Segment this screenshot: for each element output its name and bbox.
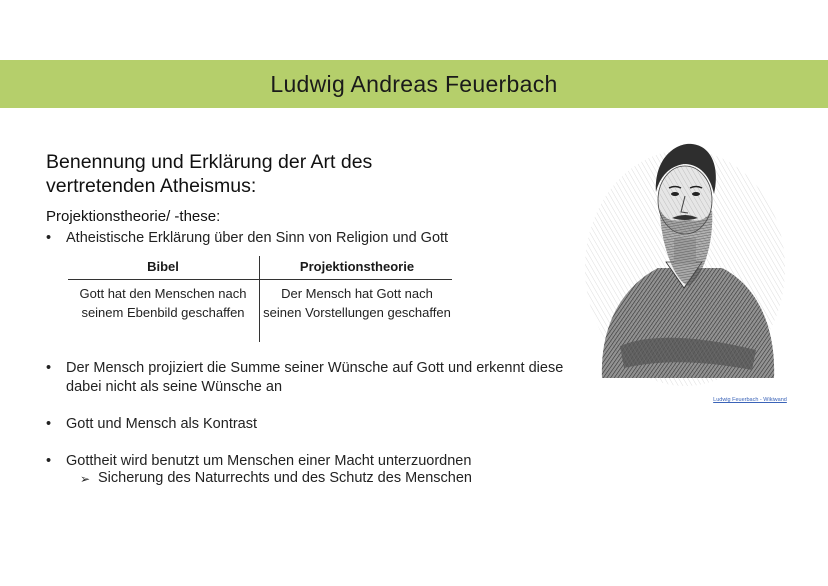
bullet-text: Der Mensch projiziert die Summe seiner Wünsche auf Gott und erkennt diese dabei nicht als seine Wünsche an [66, 360, 564, 395]
comparison-table [68, 256, 452, 342]
image-caption-link[interactable]: Ludwig Feuerbach - Wikiwand [713, 397, 787, 403]
sub-bullet-item [80, 470, 472, 486]
bullet-item [46, 415, 566, 434]
bullet-icon: • [46, 416, 52, 432]
bullet-text: Gottheit wird benutzt um Menschen einer Macht unterzuordnen [66, 453, 472, 469]
bullet-item [46, 229, 566, 248]
table-divider-vertical [259, 256, 260, 342]
table-column-bibel [68, 256, 258, 322]
table-header: Bibel [147, 259, 179, 274]
title-bar [0, 60, 828, 108]
portrait-image [580, 128, 790, 390]
bullet-icon: • [46, 360, 52, 376]
bullet-item [46, 359, 566, 397]
slide-title: Ludwig Andreas Feuerbach [270, 70, 558, 97]
bullet-text: Atheistische Erklärung über den Sinn von Religion und Gott [66, 230, 449, 246]
arrow-bullet-icon: ➢ [80, 472, 91, 486]
sub-bullet-text: Sicherung des Naturrechts und des Schutz des Menschen [98, 470, 472, 486]
section-heading: Benennung und Erklärung der Art des vertretenden Atheismus: [46, 151, 373, 197]
table-header: Projektionstheorie [299, 259, 415, 274]
bullet-item [46, 452, 566, 471]
table-column-projektionstheorie [262, 256, 452, 322]
table-cell: Der Mensch hat Gott nach seinen Vorstellungen geschaffen [263, 286, 451, 320]
bullet-icon: • [46, 230, 52, 246]
bullet-icon: • [46, 453, 52, 469]
subheading: Projektionstheorie/ -these: [46, 208, 221, 225]
table-divider-horizontal [68, 279, 452, 280]
bullet-text: Gott und Mensch als Kontrast [66, 416, 258, 432]
table-cell: Gott hat den Menschen nach seinem Ebenbild geschaffen [79, 286, 247, 320]
